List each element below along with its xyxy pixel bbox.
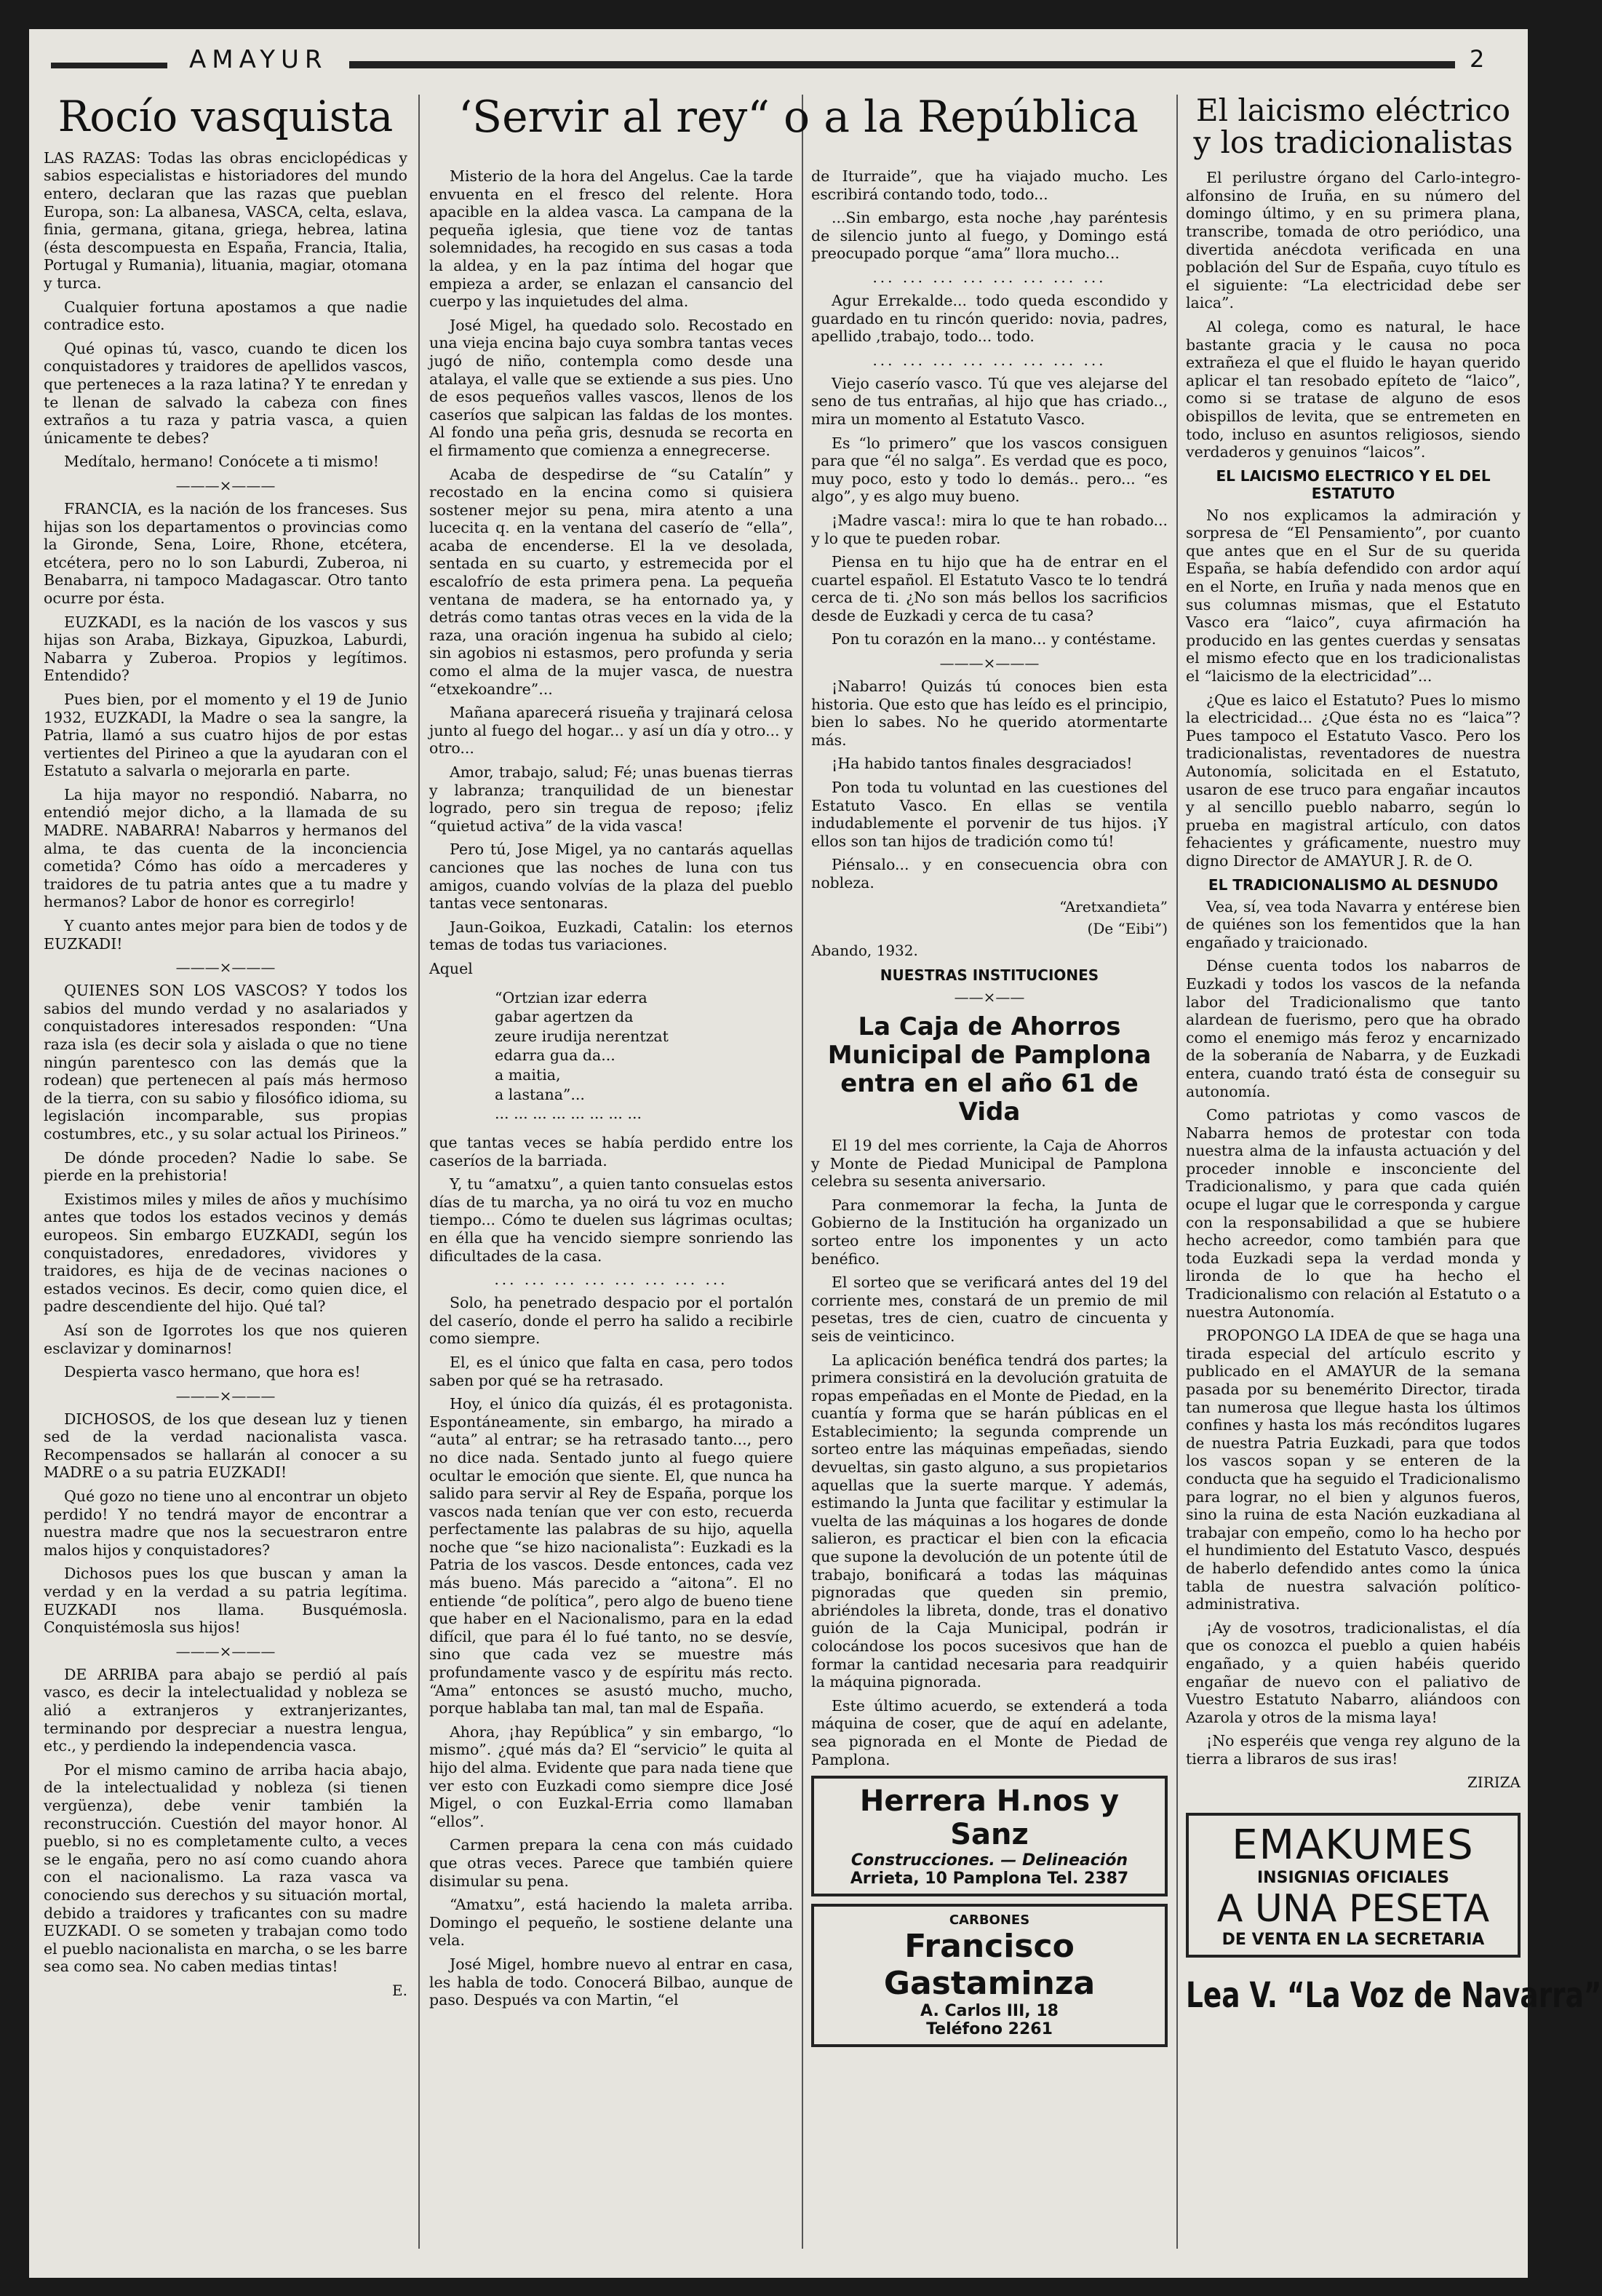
signature: ZIRIZA bbox=[1467, 1773, 1521, 1792]
paragraph: La hija mayor no respondió. Nabarra, no entendió mejor dicho, a la llamada de su MADRE. NABARRA! Nabarros y hermanos del alma, te das cuenta de la inconciencia cometida? Cómo has oído a mercaderes y traidores de tu patria antes que a tu madre y hermanos? Labor de honor es corregirlo! bbox=[44, 785, 407, 911]
advertisement-la-voz-de-navarra: Lea V. “La Voz de Navarra” bbox=[1186, 1975, 1602, 2017]
paragraph: que tantas veces se había perdido entre los caseríos de la barriada. bbox=[429, 1134, 793, 1169]
paragraph: QUIENES SON LOS VASCOS? Y todos los sabios del mundo verdad y no asalariados y conquistadores interesados responden: “Una raza isla (es decir sola y aislada o que no tiene ningún parentesco con las demás que la rodean) que pertenecen al país más hermoso de la tierra, con su sabio y filosófico idioma, su legislación incomparable, sus propias costumbres, etc., y su solar actual los Pirineos.” bbox=[44, 982, 407, 1143]
paragraph: Despierta vasco hermano, que hora es! bbox=[64, 1363, 361, 1381]
paragraph: Cualquier fortuna apostamos a que nadie contradice esto. bbox=[44, 298, 407, 334]
masthead-rule-left bbox=[51, 63, 167, 68]
paragraph: Hoy, el único día quizás, él es protagonista. Espontáneamente, sin embargo, ha mirado a “auta” al entrar; se ha retrasado tanto..., pero no dice nada. Sentado junto al fuego quiere ocultar le emoción que siente. El, que nunca ha salido para servir al Rey de España, porque los vascos nada tenían que ver con esto, recuerda perfectamente las palabras de su hijo, aquella noche que “se hizo nacionalista”: Euzkadi es la Patria de los vascos. Desde entonces, cada vez más bueno. Más parecido a “aitona”. El no entiende “de política”, pero algo de bueno tiene que haber en el Nacionalismo, para en la edad difícil, que para él lo fué tanto, no se desvíe, sino que cada vez se muestre más profundamente vasco y de espíritu más recto. “Ama” entonces se asustó mucho, mucho, porque hablaba tan mal, tan mal de España. bbox=[429, 1395, 793, 1717]
article-headline: La Caja de Ahorros Municipal de Pamplona entra en el año 61 de Vida bbox=[827, 1012, 1152, 1127]
poem-line: ... ... ... ... ... ... ... ... bbox=[495, 1105, 642, 1123]
masthead-title: AMAYUR bbox=[189, 45, 328, 74]
paragraph: Agur Errekalde... todo queda escondido y guardado en tu rincón querido: novia, padres, apellido ,trabajo, todo... todo. bbox=[811, 291, 1168, 346]
advertisement-emakumes bbox=[1186, 1813, 1521, 1958]
ad-company-name: Francisco Gastaminza bbox=[883, 1928, 1096, 2003]
ellipsis-separator: ... ... ... ... ... ... ... ... bbox=[872, 268, 1107, 286]
ad-company-name: Herrera H.nos y Sanz bbox=[859, 1784, 1120, 1852]
paragraph: ¡Madre vasca!: mira lo que te han robado... y lo que te pueden robar. bbox=[811, 511, 1168, 547]
ellipsis-separator: ... ... ... ... ... ... ... ... bbox=[872, 351, 1107, 369]
poem-line: edarra gua da... bbox=[495, 1046, 615, 1065]
paragraph: Dénse cuenta todos los nabarros de Euzkadi y todos los vascos de la nefanda labor del Tradicionalismo que tanto alardean de fuerismo, pero que ha obrado como el enemigo más feroz y encarnizado de la soberanía de Nabarra, y de Euzkadi entera, cuando trató ésta de conseguir su autonomía. bbox=[1186, 957, 1521, 1100]
ad-phone: Teléfono 2261 bbox=[926, 2020, 1053, 2039]
section-separator: ———×——— bbox=[175, 958, 276, 977]
paragraph: José Migel, ha quedado solo. Recostado en una vieja encina bajo cuya sombra tantas veces jugó de niño, contempla como desde una atalaya, el valle que se extiende a sus pies. Uno de esos pequeños valles vascos, llenos de los caseríos que salpican las faldas de los montes. Al fondo una peña gris, desnuda se recorta en el firmamento que comienza a ennegrecerse. bbox=[429, 316, 793, 459]
column-divider bbox=[802, 95, 803, 2249]
section-separator: ——×—— bbox=[954, 988, 1025, 1006]
paragraph: Pero tú, Jose Migel, ya no cantarás aquellas canciones que las noches de luna con tus amigos, cuando volvías de la plaza del pueblo tantas vece sentonaras. bbox=[429, 841, 793, 913]
article-title: Rocío vasquista bbox=[57, 92, 394, 141]
paragraph: Como patriotas y como vascos de Nabarra hemos de protestar con toda nuestra alma de la infausta actuación y del proceder innoble e insconciente del Tradicionalismo, y para que cada quién ocupe el lugar que le corresponda y cargue con la responsabilidad a que se hubiere hecho acreedor, como también para que toda Euzkadi sepa la verdad monda y lironda de lo que ha hecho el Tradicionalismo con relación al Estatuto o a nuestra Autonomía. bbox=[1186, 1106, 1521, 1321]
masthead bbox=[51, 42, 1506, 86]
poem-line: a lastana”... bbox=[495, 1085, 585, 1103]
subheading: EL TRADICIONALISMO AL DESNUDO bbox=[1208, 875, 1499, 894]
column-divider bbox=[418, 95, 420, 2249]
paragraph: Qué opinas tú, vasco, cuando te dicen los conquistadores y traidores de apellidos vascos, que perteneces a la raza latina? Y te enredan y te llenan de salvado la cabeza con fines extraños a tu raza y patria vasca, a quien únicamente te debes? bbox=[44, 339, 407, 447]
paragraph: Y cuanto antes mejor para bien de todos y de EUZKADI! bbox=[44, 917, 407, 953]
ad-line: DE VENTA EN LA SECRETARIA bbox=[1222, 1931, 1485, 1950]
article-title: El laicismo eléctrico y los tradicionalistas bbox=[1193, 92, 1513, 161]
section-separator: ———×——— bbox=[175, 1386, 276, 1405]
paragraph: Ahora, ¡hay República” y sin embargo, “lo mismo”. ¿qué más da? El “servicio” le quita al hijo del alma. Evidente que para nada tiene que ver esto con Euzkadi como siempre dice José Migel, o con Euzkal-Erria como llamaban “ellos”. bbox=[429, 1723, 793, 1830]
paragraph: PROPONGO LA IDEA de que se haga una tirada especial del artículo escrito y publicado en el AMAYUR de la semana pasada por su benemérito Director, tirada tan numerosa que llegue hasta los últimos confines y hasta los más recónditos lugares de nuestra Patria Euzkadi, para que todos los vascos sopan y se enteren de la conducta que ha seguido el Tradicionalismo para lograr, no el bien y algunos fueros, sino la ruina de esta Nación euzkadiana al trabajar con empeño, como lo ha hecho por el hundimiento del Estatuto Vasco, después de haberlo defendido antes como la única tabla de nuestra salvación político-administrativa. bbox=[1186, 1327, 1521, 1613]
paragraph: El, es el único que falta en casa, pero todos saben por qué se ha retrasado. bbox=[429, 1353, 793, 1389]
poem-line: “Ortzian izar ederra bbox=[495, 988, 647, 1006]
section-separator: ———×——— bbox=[939, 654, 1040, 672]
paragraph: El 19 del mes corriente, la Caja de Ahorros y Monte de Piedad Municipal de Pamplona celebra su sesenta aniversario. bbox=[811, 1136, 1168, 1191]
section-separator: ———×——— bbox=[175, 1642, 276, 1660]
place-date: Abando, 1932. bbox=[811, 941, 918, 959]
paragraph: Pues bien, por el momento y el 19 de Junio 1932, EUZKADI, la Madre o sea la sangre, la Patria, llamó a sus cuatro hijos de por estas vertientes del Pirineo a que la ayudaran con el Estatuto a salvarla o mejorarla en parte. bbox=[44, 690, 407, 780]
signature-alias: (De “Eibi”) bbox=[1087, 919, 1168, 937]
paragraph: Piensa en tu hijo que ha de entrar en el cuartel español. El Estatuto Vasco te lo tendrá cerca de ti. ¿No son más bellos los sacrificios desde de Euzkadi y cerca de tu casa? bbox=[811, 553, 1168, 624]
poem-line: zeure irudija nerentzat bbox=[495, 1027, 669, 1045]
ad-trade: Construcciones. — Delineación bbox=[850, 1851, 1128, 1870]
masthead-rule-right bbox=[349, 61, 1455, 68]
paragraph: ¡Nabarro! Quizás tú conoces bien esta historia. Que esto que has leído es el principio, bien lo sabes. No he querido atormentarte más. bbox=[811, 678, 1168, 749]
paragraph: Jaun-Goikoa, Euzkadi, Catalin: los eternos temas de todas tus variaciones. bbox=[429, 918, 793, 954]
paragraph: Es “lo primero” que los vascos consiguen para que “él no salga”. Es verdad que es poco, muy poco, esto y todo lo demás.. pero... “es algo”, y es algo muy bueno. bbox=[811, 434, 1168, 506]
poem-line: gabar agertzen da bbox=[495, 1008, 634, 1026]
advertisement-herrera bbox=[811, 1776, 1168, 1896]
paragraph: Qué gozo no tiene uno al encontrar un objeto perdido! Y no tendrá mayor de encontrar a nuestra madre que nos la secuestraron entre malos hijos y conquistadores? bbox=[44, 1487, 407, 1559]
paragraph: Al colega, como es natural, le hace bastante gracia y le causa no poca extrañeza el que el fluido le hayan querido aplicar el tan resobado epíteto de “laico”, como si se tratase de alguno de esos obispillos de levita, que se entremeten en todo, incluso en asuntos religiosos, siendo verdaderos y genuinos “laicos”. bbox=[1186, 317, 1521, 461]
paragraph: Medítalo, hermano! Conócete a ti mismo! bbox=[64, 453, 379, 471]
paragraph: Piénsalo... y en consecuencia obra con nobleza. bbox=[811, 856, 1168, 891]
paragraph: ¿Que es laico el Estatuto? Pues lo mismo la electricidad... ¿Que ésta no es “laica”? Pues tampoco el Estatuto Vasco. Pero los tradicionalistas, reventadores de nuestra Autonomía, solicitada en el Estatuto, usaron de ese truco para engañar incautos y al sencillo pueblo nabarro, según lo prueba en magistral artículo, con datos fehacientes y gráficamente, nuestro muy digno Director de AMAYUR J. R. de O. bbox=[1186, 691, 1521, 870]
paragraph: El sorteo que se verificará antes del 19 del corriente mes, constará de un premio de mil pesetas, tres de cien, cuatro de cincuenta y seis de veinticinco. bbox=[811, 1274, 1168, 1345]
ad-price: A UNA PESETA bbox=[1216, 1887, 1490, 1931]
paragraph: LAS RAZAS: Todas las obras enciclopédicas y sabios especialistas e historiadores del mundo entero, declaran que las razas que pueblan Europa, son: La albanesa, VASCA, celta, eslava, finia, germana, gitana, griega, hebrea, latina (ésta descompuesta en España, Francia, Italia, Portugal y Rumania), lituania, magiar, otomana y turca. bbox=[44, 148, 407, 293]
paragraph: Este último acuerdo, se extenderá a toda máquina de coser, que de aquí en adelante, sea pignorada en el Monte de Piedad de Pamplona. bbox=[811, 1696, 1168, 1768]
paragraph: Así son de Igorrotes los que nos quieren esclavizar y dominarnos! bbox=[44, 1321, 407, 1357]
poem bbox=[495, 988, 793, 1124]
paragraph: La aplicación benéfica tendrá dos partes; la primera consistirá en la devolución gratuita de ropas empeñadas en el Monte de Piedad, en la cuantía y forma que se harán públicas en el Establecimiento; la segunda comprende un sorteo entre las máquinas empeñadas, siendo devueltas, sin gasto alguno, a sus propietarios aquellas que la suerte marque. Y además, estimando la Junta que facilitar y estimular la vuelta de las máquinas a los hogares de donde salieron, es practicar el bien con la eficacia que supone la devolución de un potente útil de trabajo, bonificará a todas las máquinas pignoradas que queden sin premio, abriéndoles la libreta, donde, tras el donativo guión de la Caja Municipal, podrán ir colocándose los pocos sucesivos que han de formar la cantidad necesaria para readquirir la máquina pignorada. bbox=[811, 1351, 1168, 1691]
paragraph: Por el mismo camino de arriba hacia abajo, de la intelectualidad y nobleza (si tienen vergüenza), debe venir también la reconstrucción. Cuestión del mayor honor. Al pueblo, si no es completamente culto, a veces se le engaña, pero no así como cuando ahora con el nacionalismo. La raza vasca va conociendo sus derechos y su situación mortal, debido a traidores y traficantes con su madre EUZKADI. O se someten y trabajan como todo el pueblo nacionalista en marcha, o se les barre sea como sea. No caben medias tintas! bbox=[44, 1760, 407, 1976]
paragraph: DE ARRIBA para abajo se perdió al país vasco, es decir la intelectualidad y nobleza se alió a extranjeros y extranjerizantes, terminando por despreciar a nuestra lengua, etc., y perdiendo la independencia vasca. bbox=[44, 1665, 407, 1755]
ad-address: Arrieta, 10 Pamplona Tel. 2387 bbox=[850, 1870, 1129, 1888]
paragraph: Y, tu “amatxu”, a quien tanto consuelas estos días de tu marcha, ya no oirá tu voz en mucho tiempo... Cómo te duelen sus lágrimas ocultas; en élla que ha vencido siempre sonriendo las dificultades de la casa. bbox=[429, 1175, 793, 1265]
paragraph: ¡Ha habido tantos finales desgraciados! bbox=[832, 755, 1133, 773]
paragraph: ¡Ay de vosotros, tradicionalistas, el día que os conozca el pueblo a quien habéis engañado, y a quien habéis querido engañar de nuevo con el paliativo de Vuestro Estatuto Nabarro, aliándoos con Azarola y otros de la misma laya! bbox=[1186, 1618, 1521, 1726]
section-heading: NUESTRAS INSTITUCIONES bbox=[880, 966, 1099, 984]
article-rocio-vasquista bbox=[44, 92, 407, 2249]
paragraph: FRANCIA, es la nación de los franceses. Sus hijas son los departamentos o provincias como la Gironde, Sena, Loire, Rhone, etcétera, etcétera, pero no lo son Laburdi, Zuberoa, ni Benabarra, ni tampoco Madagascar. Otro tanto ocurre por ésta. bbox=[44, 499, 407, 607]
paragraph: Mañana aparecerá risueña y trajinará celosa junto al fuego del hogar... y así un día y otro... y otro... bbox=[429, 704, 793, 758]
paragraph: José Migel, hombre nuevo al entrar en casa, les habla de todo. Conocerá Bilbao, aunque de paso. Después va con Martin, “el bbox=[429, 1955, 793, 2009]
paragraph: ...Sin embargo, esta noche ,hay paréntesis de silencio junto al fuego, y Domingo está preocupado porque “ama” llora mucho... bbox=[811, 209, 1168, 263]
paragraph: No nos explicamos la admiración y sorpresa de “El Pensamiento”, por cuanto que antes que en el Sur de su querida España, se había defendido con ardor aquí en el Norte, en Iruña y nada menos que en sus columnas mismas, que el Estatuto Vasco era “laico”, cuya afirmación ha producido en las gentes cuerdas y sensatas el mismo efecto que en los tradicionalistas el “laicismo de la electricidad”... bbox=[1186, 506, 1521, 686]
paragraph: “Amatxu”, está haciendo la maleta arriba. Domingo el pequeño, le sostiene delante una vela. bbox=[429, 1896, 793, 1950]
paragraph: Dichosos pues los que buscan y aman la verdad y en la verdad a su patria legítima. EUZKADI nos llama. Busquémosla. Conquistémosla sus hijos! bbox=[44, 1565, 407, 1637]
paragraph: Pon toda tu voluntad en las cuestiones del Estatuto Vasco. En ellas se ventila indudablemente el porvenir de tus hijos. ¡Y ellos son tan hijos de tradición como tú! bbox=[811, 779, 1168, 850]
paragraph: El perilustre órgano del Carlo-integro-alfonsino de Iruña, en su número del domingo último, y en su primera plana, transcribe, tomada de otro periódico, una divertida anécdota verificada en una población del Sur de España, cuyo título es el siguiente: “La electricidad debe ser laica”. bbox=[1186, 169, 1521, 312]
paragraph: Misterio de la hora del Angelus. Cae la tarde envuenta en el fresco del relente. Hora apacible en la aldea vasca. La campana de la pequeña iglesia, que tiene voz de tantas solemnidades, ha recogido en sus casas a toda la aldea, y en la paz íntima del hogar que empieza a arder, se enlazan el cansancio del cuerpo y las inquietudes del alma. bbox=[429, 167, 793, 311]
page-number: 2 bbox=[1470, 45, 1485, 73]
paragraph: Pon tu corazón en la mano... y contéstame. bbox=[832, 630, 1157, 648]
column-three bbox=[811, 95, 1168, 2249]
paragraph: Viejo caserío vasco. Tú que ves alejarse del seno de tus entrañas, al hijo que has criado.., mira un momento al Estatuto Vasco. bbox=[811, 374, 1168, 428]
article-body bbox=[811, 167, 1168, 2047]
signature: “Aretxandieta” bbox=[1059, 897, 1168, 915]
paragraph: Vea, sí, vea toda Navarra y entérese bien de quiénes son los fementidos que la han engañado y traicionado. bbox=[1186, 897, 1521, 951]
ad-address: A. Carlos III, 18 bbox=[920, 2002, 1059, 2021]
article-title: ‘Servir al rey“ o a la República bbox=[458, 92, 1139, 143]
signature: E. bbox=[392, 1981, 407, 1999]
subheading: EL LAICISMO ELECTRICO Y EL DEL ESTATUTO bbox=[1216, 466, 1491, 502]
article-laicismo-electrico bbox=[1186, 92, 1602, 2249]
paragraph: ¡No esperéis que venga rey alguno de la tierra a libraros de sus iras! bbox=[1186, 1732, 1521, 1768]
ad-label: CARBONES bbox=[949, 1912, 1030, 1928]
advertisement-gastaminza bbox=[811, 1904, 1168, 2047]
ellipsis-separator: ... ... ... ... ... ... ... ... bbox=[494, 1271, 728, 1289]
paragraph: Carmen prepara la cena con más cuidado que otras veces. Parece que también quiere disimular su pena. bbox=[429, 1836, 793, 1890]
paragraph: de Iturraide”, que ha viajado mucho. Les escribirá contando todo, todo... bbox=[811, 167, 1168, 203]
paragraph: Aquel bbox=[429, 959, 473, 977]
section-separator: ———×——— bbox=[175, 476, 276, 494]
paragraph: Acaba de despedirse de “su Catalín” y recostado en la encina como si quisiera sostener mejor su pena, mira atento a una lucecita q. en la ventana del caserío de “ella”, acaba de encenderse. El la ve desolada, sentada en su cuarto, y estremecida por el escalofrío de esta primera pena. La pequeña ventana de madera, se ha entornado ya, y detrás como tantas otras veces en la vida de la raza, una oración ingenua ha subido al cielo; sin agobios ni estasmos, pero profunda y seria como el alma de la mujer vasca, de nuestra “etxekoandre”... bbox=[429, 465, 793, 698]
paragraph: EUZKADI, es la nación de los vascos y sus hijas son Araba, Bizkaya, Gipuzkoa, Laburdi, Nabarra y Zuberoa. Propios y legítimos. Entendido? bbox=[44, 613, 407, 685]
ad-line: INSIGNIAS OFICIALES bbox=[1257, 1869, 1449, 1888]
paragraph: DICHOSOS, de los que desean luz y tienen sed de la verdad nacionalista vasca. Recompensados se hallarán al conocer a su MADRE o a su patria EUZKADI! bbox=[44, 1410, 407, 1482]
paragraph: Existimos miles y miles de años y muchísimo antes que todos los estados vecinos y demás europeos. Sin embargo EUZKADI, según los conquistadores, enredadores, vividores y traidores, es hija de de vecinas naciones o estados vecinos. Es decir, como quien dice, el padre descendiente del hijo. Qué tal? bbox=[44, 1190, 407, 1316]
paragraph: Solo, ha penetrado despacio por el portalón del caserío, donde el perro ha salido a recibirle como siempre. bbox=[429, 1294, 793, 1348]
paragraph: De dónde proceden? Nadie lo sabe. Se pierde en la prehistoria! bbox=[44, 1148, 407, 1185]
paragraph: Para conmemorar la fecha, la Junta de Gobierno de la Institución ha organizado un sorteo entre los imponentes y un acto benéfico. bbox=[811, 1196, 1168, 1268]
paragraph: Amor, trabajo, salud; Fé; unas buenas tierras y labranza; tranquilidad de un bienestar logrado, pero sin tregua de reposo; ¡feliz “quietud activa” de la vida vasca! bbox=[429, 763, 793, 835]
newspaper-page bbox=[29, 29, 1602, 2278]
column-divider bbox=[1176, 95, 1178, 2249]
poem-line: a maitia, bbox=[495, 1066, 561, 1084]
article-body bbox=[429, 167, 793, 2249]
ad-title: EMAKUMES bbox=[1232, 1822, 1475, 1870]
